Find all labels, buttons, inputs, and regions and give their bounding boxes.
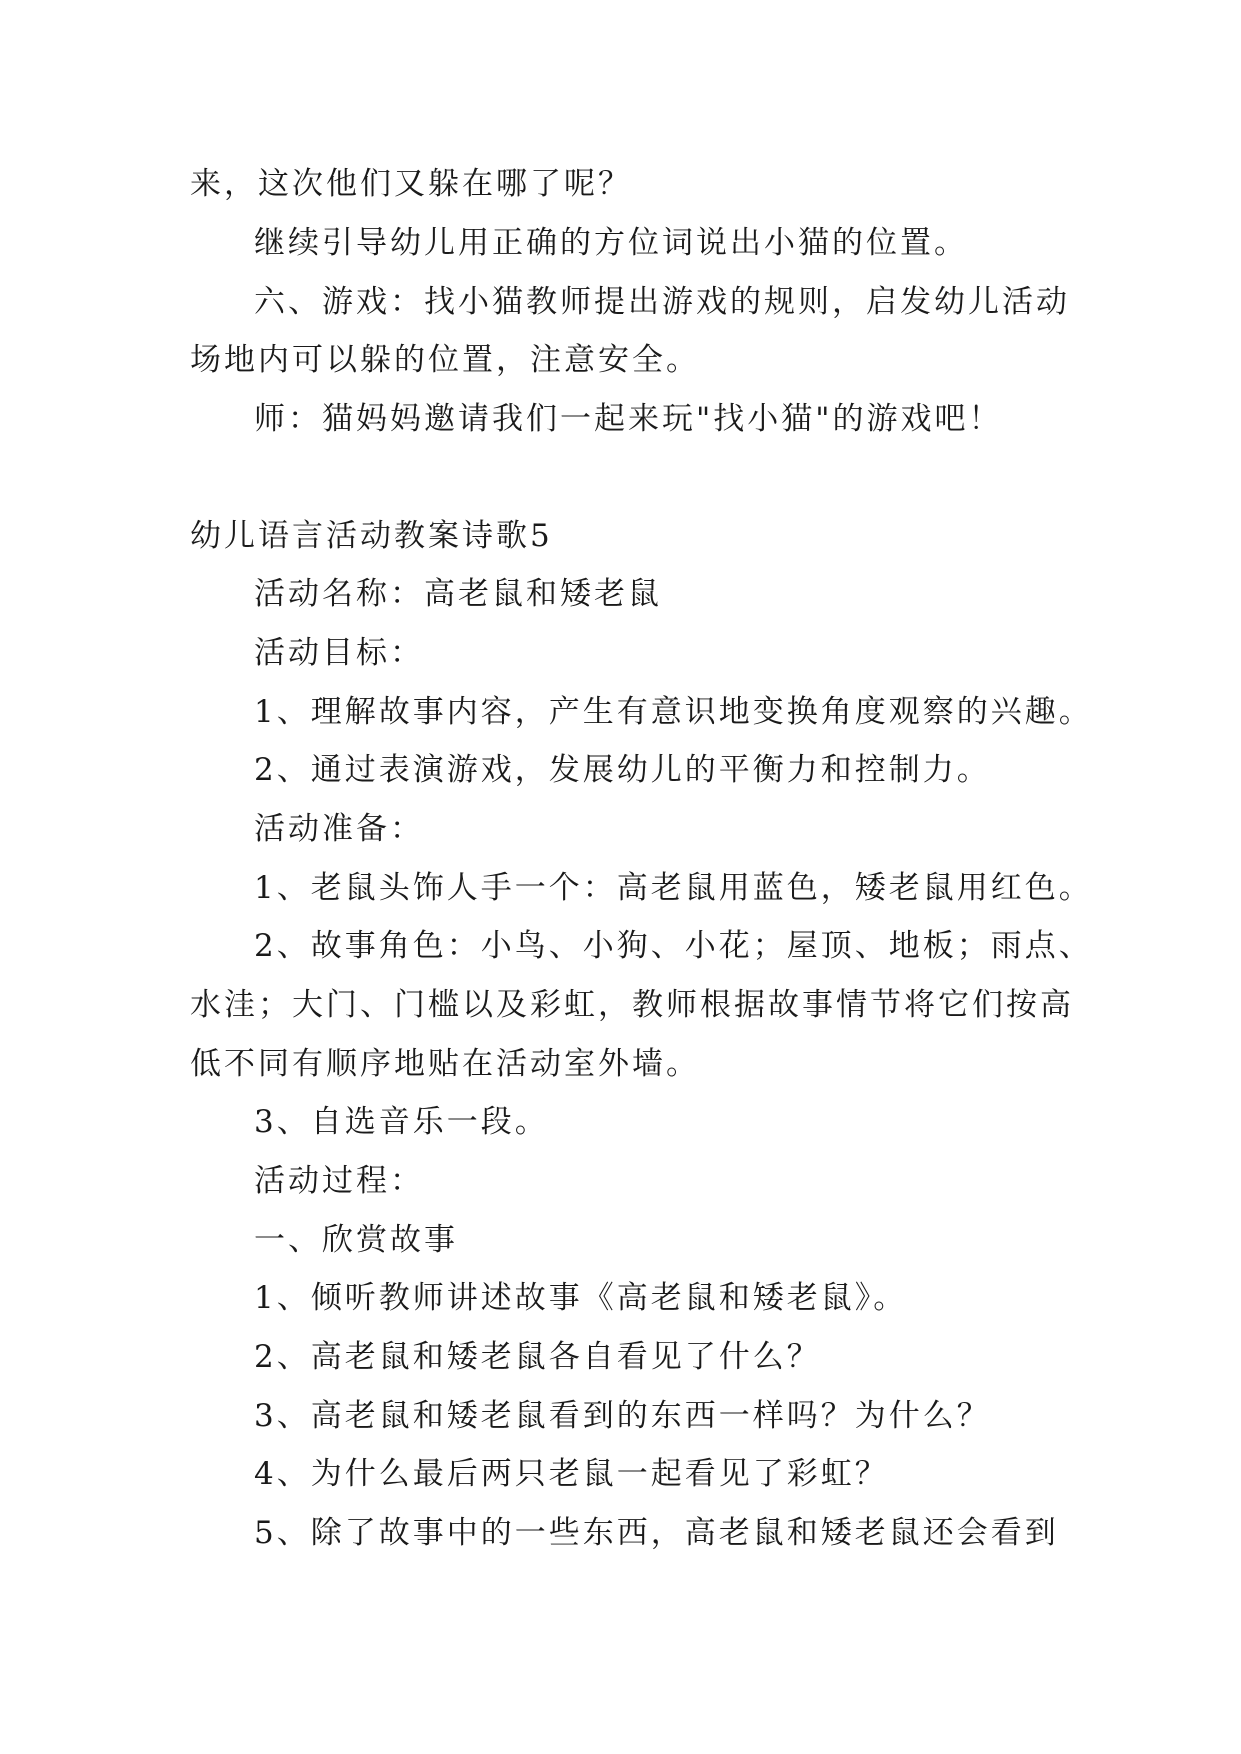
list-item: 3、自选音乐一段。 (254, 1104, 549, 1140)
section-heading: 一、欣赏故事 (254, 1222, 458, 1258)
list-item: 4、为什么最后两只老鼠一起看见了彩虹？ (254, 1456, 889, 1492)
paragraph-line: 师：猫妈妈邀请我们一起来玩"找小猫"的游戏吧！ (254, 401, 1003, 437)
activity-goals-heading: 活动目标： (254, 635, 424, 671)
paragraph-continuation-line: 低不同有顺序地贴在活动室外墙。 (190, 1046, 700, 1082)
list-item: 1、倾听教师讲述故事《高老鼠和矮老鼠》。 (254, 1280, 908, 1316)
paragraph-continuation-line: 来，这次他们又躲在哪了呢？ (190, 166, 632, 202)
list-item: 1、理解故事内容，产生有意识地变换角度观察的兴趣。 (254, 694, 1093, 730)
list-item: 2、高老鼠和矮老鼠各自看见了什么？ (254, 1339, 821, 1375)
activity-process-heading: 活动过程： (254, 1163, 424, 1199)
paragraph-line: 继续引导幼儿用正确的方位词说出小猫的位置。 (254, 225, 968, 261)
list-item: 5、除了故事中的一些东西，高老鼠和矮老鼠还会看到 (254, 1515, 1059, 1551)
activity-preparation-heading: 活动准备： (254, 811, 424, 847)
activity-name-line: 活动名称：高老鼠和矮老鼠 (254, 576, 662, 612)
section-game-heading-line: 六、游戏：找小猫教师提出游戏的规则，启发幼儿活动 (254, 284, 1070, 320)
list-item: 2、故事角色：小鸟、小狗、小花；屋顶、地板；雨点、 (254, 928, 1093, 964)
paragraph-continuation-line: 场地内可以躲的位置，注意安全。 (190, 342, 700, 378)
lesson-title: 幼儿语言活动教案诗歌5 (190, 518, 553, 554)
list-item: 2、通过表演游戏，发展幼儿的平衡力和控制力。 (254, 752, 991, 788)
paragraph-continuation-line: 水洼；大门、门槛以及彩虹，教师根据故事情节将它们按高 (190, 987, 1074, 1023)
list-item: 3、高老鼠和矮老鼠看到的东西一样吗？为什么？ (254, 1398, 991, 1434)
list-item: 1、老鼠头饰人手一个：高老鼠用蓝色，矮老鼠用红色。 (254, 870, 1093, 906)
